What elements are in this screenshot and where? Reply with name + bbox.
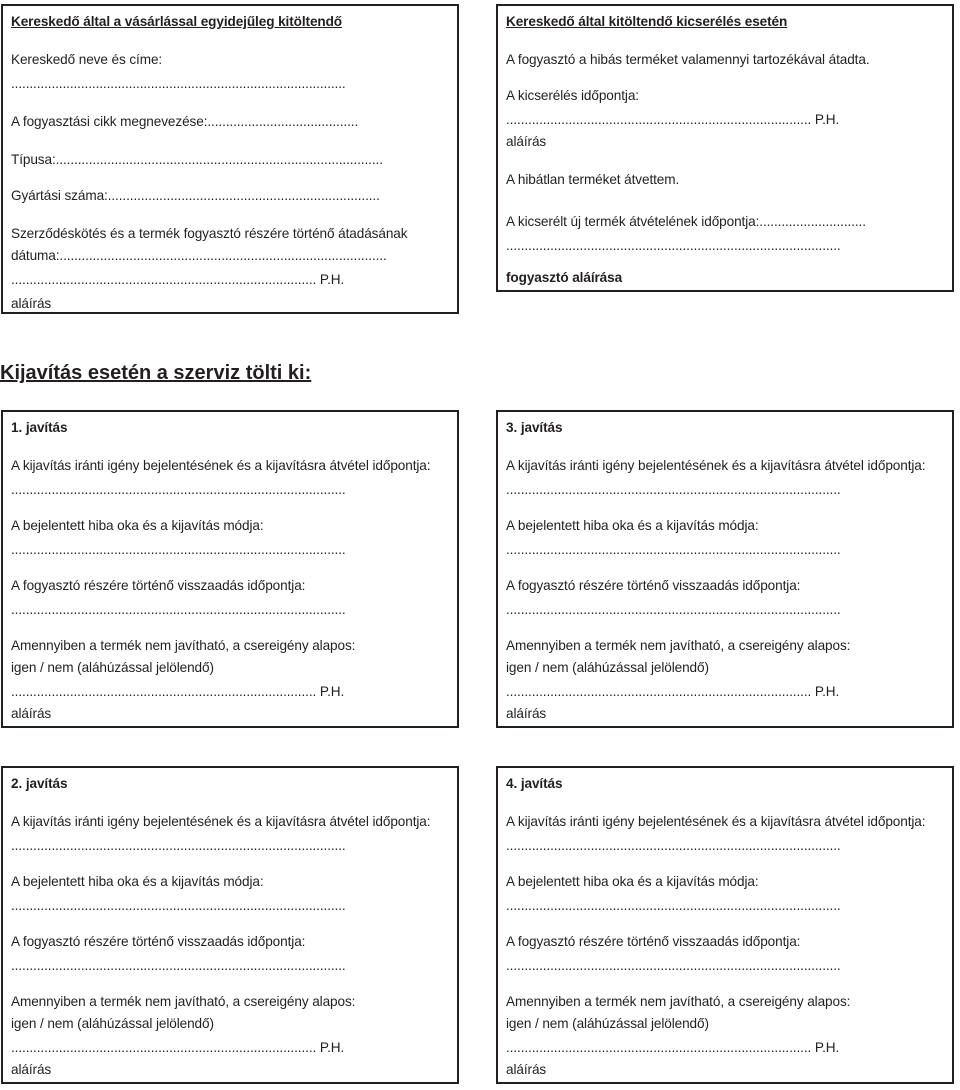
merchant-box-title: Kereskedő által a vásárlással egyidejűleg kitöltendő [11, 14, 343, 29]
fault-field[interactable]: ........................................................................................... [506, 898, 841, 913]
replacement-claim-label: Amennyiben a termék nem javítható, a csereigény alapos: [506, 638, 851, 653]
repair-box-4 [496, 766, 954, 1084]
new-product-received-dots[interactable]: ........................................................................................... [506, 238, 841, 253]
return-date-field[interactable]: ........................................................................................... [11, 602, 346, 617]
repair-title: 1. javítás [11, 420, 68, 435]
signature-label: aláírás [11, 706, 52, 721]
repair-title: 4. javítás [506, 776, 563, 791]
signature-label: aláírás [11, 296, 52, 311]
repair-section-heading: Kijavítás esetén a szerviz tölti ki: [0, 362, 312, 384]
claim-date-field[interactable]: ........................................................................................... [506, 838, 841, 853]
claim-date-field[interactable]: ........................................................................................... [506, 482, 841, 497]
return-date-label: A fogyasztó részére történő visszaadás időpontja: [11, 578, 306, 593]
fault-field[interactable]: ........................................................................................... [11, 542, 346, 557]
received-statement: A hibátlan terméket átvettem. [506, 172, 680, 187]
exchange-date-label: A kicserélés időpontja: [506, 88, 639, 103]
exchange-box-title: Kereskedő által kitöltendő kicserélés esetén [506, 14, 788, 29]
repair-box-3 [496, 410, 954, 728]
claim-date-label: A kijavítás iránti igény bejelentésének és a kijavításra átvétel időpontja: [506, 458, 926, 473]
replacement-claim-label: Amennyiben a termék nem javítható, a csereigény alapos: [506, 994, 851, 1009]
replacement-claim-label: Amennyiben a termék nem javítható, a csereigény alapos: [11, 638, 356, 653]
signature-label: aláírás [506, 134, 547, 149]
yes-no-choice[interactable]: igen / nem (aláhúzással jelölendő) [11, 660, 214, 675]
contract-date-field[interactable]: dátuma:......................................................................................... [11, 248, 387, 263]
stamp-signature-line[interactable]: ................................................................................... P.H. [506, 112, 840, 127]
fault-label: A bejelentett hiba oka és a kijavítás módja: [506, 874, 759, 889]
return-date-label: A fogyasztó részére történő visszaadás időpontja: [11, 934, 306, 949]
fault-label: A bejelentett hiba oka és a kijavítás módja: [11, 518, 264, 533]
claim-date-field[interactable]: ........................................................................................... [11, 482, 346, 497]
consumer-signature-label: fogyasztó aláírása [506, 270, 623, 285]
fault-field[interactable]: ........................................................................................... [11, 898, 346, 913]
signature-label: aláírás [11, 1062, 52, 1077]
serial-number-field[interactable]: Gyártási száma:.......................................................................... [11, 188, 380, 203]
repair-box-2 [1, 766, 459, 1084]
yes-no-choice[interactable]: igen / nem (aláhúzással jelölendő) [506, 660, 709, 675]
merchant-name-field[interactable]: ........................................................................................... [11, 76, 346, 91]
return-date-label: A fogyasztó részére történő visszaadás időpontja: [506, 934, 801, 949]
yes-no-choice[interactable]: igen / nem (aláhúzással jelölendő) [11, 1016, 214, 1031]
fault-label: A bejelentett hiba oka és a kijavítás módja: [11, 874, 264, 889]
new-product-received-field[interactable]: A kicserélt új termék átvételének időpontja:............................. [506, 214, 866, 229]
replacement-claim-label: Amennyiben a termék nem javítható, a csereigény alapos: [11, 994, 356, 1009]
product-type-field[interactable]: Típusa:......................................................................................... [11, 152, 383, 167]
claim-date-label: A kijavítás iránti igény bejelentésének és a kijavításra átvétel időpontja: [11, 814, 431, 829]
signature-label: aláírás [506, 1062, 547, 1077]
claim-date-label: A kijavítás iránti igény bejelentésének és a kijavításra átvétel időpontja: [11, 458, 431, 473]
return-date-field[interactable]: ........................................................................................... [11, 958, 346, 973]
stamp-signature-line[interactable]: ................................................................................... P.H. [506, 1040, 840, 1055]
exchange-box [496, 4, 954, 292]
claim-date-field[interactable]: ........................................................................................... [11, 838, 346, 853]
stamp-signature-line[interactable]: ................................................................................... P.H. [11, 684, 345, 699]
stamp-signature-line[interactable]: ................................................................................... P.H. [11, 272, 345, 287]
product-name-field[interactable]: A fogyasztási cikk megnevezése:......................................... [11, 114, 359, 129]
repair-title: 2. javítás [11, 776, 68, 791]
contract-date-label: Szerződéskötés és a termék fogyasztó részére történő átadásának [11, 226, 408, 241]
merchant-name-label: Kereskedő neve és címe: [11, 52, 163, 67]
signature-label: aláírás [506, 706, 547, 721]
fault-label: A bejelentett hiba oka és a kijavítás módja: [506, 518, 759, 533]
yes-no-choice[interactable]: igen / nem (aláhúzással jelölendő) [506, 1016, 709, 1031]
merchant-purchase-box [1, 4, 459, 314]
claim-date-label: A kijavítás iránti igény bejelentésének és a kijavításra átvétel időpontja: [506, 814, 926, 829]
repair-title: 3. javítás [506, 420, 563, 435]
return-date-field[interactable]: ........................................................................................... [506, 958, 841, 973]
stamp-signature-line[interactable]: ................................................................................... P.H. [11, 1040, 345, 1055]
repair-box-1 [1, 410, 459, 728]
handover-statement: A fogyasztó a hibás terméket valamennyi tartozékával átadta. [506, 52, 870, 67]
return-date-field[interactable]: ........................................................................................... [506, 602, 841, 617]
stamp-signature-line[interactable]: ................................................................................... P.H. [506, 684, 840, 699]
return-date-label: A fogyasztó részére történő visszaadás időpontja: [506, 578, 801, 593]
fault-field[interactable]: ........................................................................................... [506, 542, 841, 557]
